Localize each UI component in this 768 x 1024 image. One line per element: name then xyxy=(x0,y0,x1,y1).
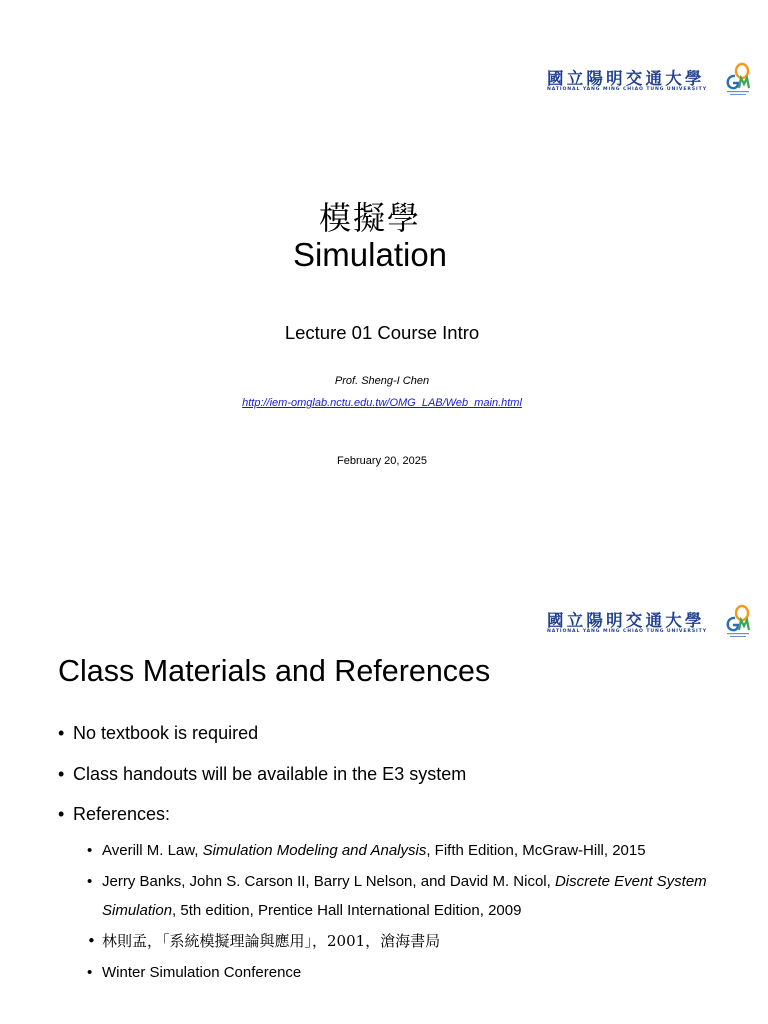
bullet-item xyxy=(58,801,738,987)
slide-title-zh: 模擬學 xyxy=(318,199,421,237)
bullet-list xyxy=(58,720,738,1002)
reference-title: Simulation Modeling and Analysis xyxy=(202,842,427,859)
university-name-zh: 國立陽明交通大學 xyxy=(547,611,705,630)
omg-lab-logo-icon xyxy=(723,62,753,98)
reference-details: , 5th edition, Prentice Hall International Edition, 2009 xyxy=(172,902,522,919)
reference-item xyxy=(87,958,738,987)
university-logo xyxy=(545,604,753,644)
omg-lab-logo-icon xyxy=(723,604,753,640)
university-name-en: NATIONAL YANG MING CHIAO TUNG UNIVERSITY xyxy=(547,87,707,92)
reference-title: Discrete Event System Simulation xyxy=(102,873,707,919)
bullet-item xyxy=(58,761,738,787)
reference-list xyxy=(87,836,738,987)
slide-heading: Class Materials and References xyxy=(58,654,491,688)
reference-text: 林則孟，「系統模擬理論與應用」，2001，滄海書局 xyxy=(102,932,441,950)
reference-item xyxy=(87,836,738,865)
bullet-text: Class handouts will be available in the E3 system xyxy=(73,763,467,784)
reference-details: , Fifth Edition, McGraw-Hill, 2015 xyxy=(426,842,646,859)
university-name-zh: 國立陽明交通大學 xyxy=(547,69,705,88)
reference-item xyxy=(87,867,738,925)
reference-text: Winter Simulation Conference xyxy=(102,964,302,981)
university-logo xyxy=(545,62,753,102)
materials-slide xyxy=(0,512,768,1024)
reference-item xyxy=(87,927,738,956)
lecture-subtitle: Lecture 01 Course Intro xyxy=(284,322,480,343)
reference-authors: Jerry Banks, John S. Carson II, Barry L Nelson, and David M. Nicol, xyxy=(102,873,555,890)
university-name-en: NATIONAL YANG MING CHIAO TUNG UNIVERSITY xyxy=(547,629,707,634)
slide-title-en: Simulation xyxy=(292,236,448,273)
reference-authors: Averill M. Law, xyxy=(102,842,203,859)
professor-name: Prof. Sheng-I Chen xyxy=(334,375,430,387)
bullet-text: References: xyxy=(73,804,171,824)
bullet-item xyxy=(58,720,738,746)
lecture-date: February 20, 2025 xyxy=(337,455,427,467)
bullet-text: No textbook is required xyxy=(73,723,259,743)
lab-website-link[interactable]: http://iem-omglab.nctu.edu.tw/OMG_LAB/Web_main.html xyxy=(242,397,522,409)
